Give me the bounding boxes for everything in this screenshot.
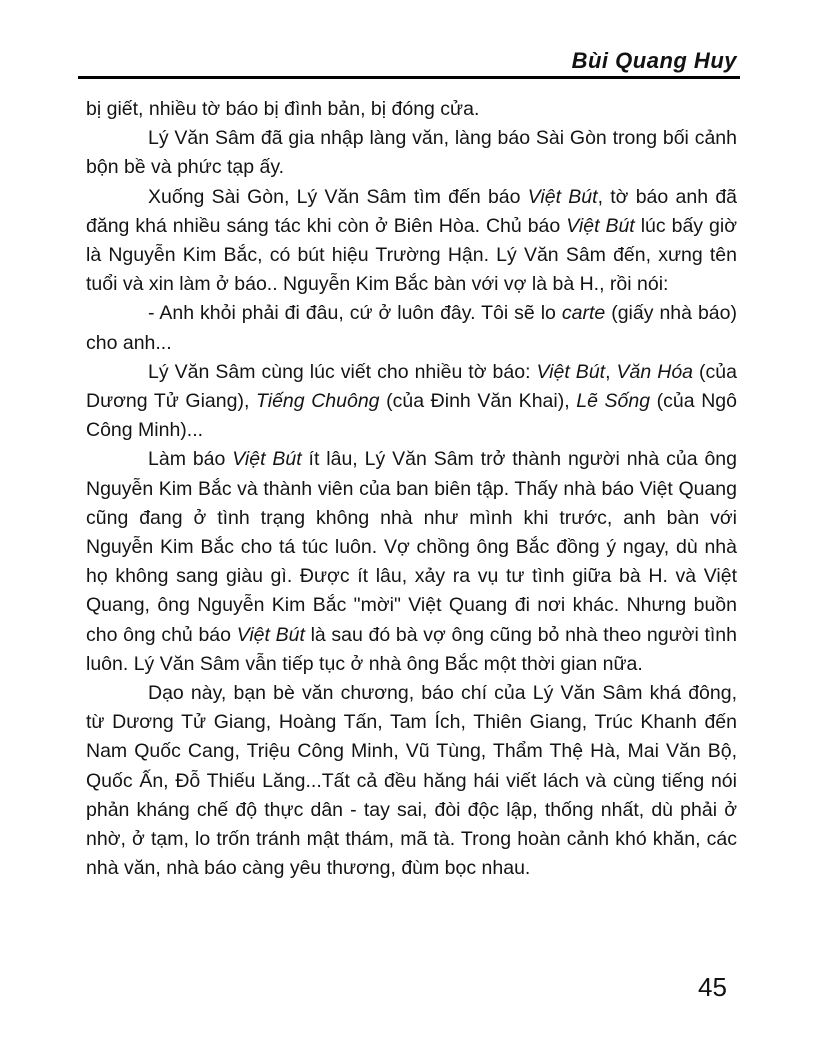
paragraph: [86, 445, 737, 679]
text-run: (của Đinh Văn Khai),: [379, 390, 577, 413]
text-run: (của Ngô Công Minh)...: [86, 390, 737, 442]
text-run: Xuống Sài Gòn, Lý Văn Sâm tìm đến báo: [148, 185, 528, 208]
italic-text-run: Việt Bút: [536, 360, 606, 383]
italic-text-run: Lẽ Sống: [576, 390, 651, 413]
paragraph: [86, 95, 737, 124]
text-run: Dạo này, bạn bè văn chương, báo chí của Lý Văn Sâm khá đông, từ Dương Tử Giang, Hoàng Tấn, Tam Ích, Thiên Giang, Trúc Khanh đến Nam Quốc Cang, Triệu Công Minh, Vũ Tùng, Thẩm Thệ Hà, Mai Văn Bộ, Quốc Ấn, Đỗ Thiếu Lăng...Tất cả đều hăng hái viết lách và cùng tiếng nói phản kháng chế độ thực dân - tay sai, đòi độc lập, thống nhất, dù phải ở nhờ, ở tạm, lo trốn tránh mật thám, mã tà. Trong hoàn cảnh khó khăn, các nhà văn, nhà báo càng yêu thương, đùm bọc nhau.: [86, 682, 737, 880]
text-run: , tờ báo anh đã đăng khá nhiều sáng tác khi còn ở Biên Hòa. Chủ báo: [86, 185, 738, 237]
text-run: lúc bấy giờ là Nguyễn Kim Bắc, có bút hiệu Trường Hận. Lý Văn Sâm đến, xưng tên tuổi và xin làm ở báo.. Nguyễn Kim Bắc bàn với vợ là bà H., rồi nói:: [86, 214, 737, 296]
text-run: - Anh khỏi phải đi đâu, cứ ở luôn đây. Tôi sẽ lo: [148, 302, 562, 325]
italic-text-run: Tiếng Chuông: [256, 390, 380, 413]
text-run: ít lâu, Lý Văn Sâm trở thành người nhà của ông Nguyễn Kim Bắc và thành viên của ban biên tập. Thấy nhà báo Việt Quang cũng đang ở tình trạng không nhà như mình khi trước, anh bàn với Nguyễn Kim Bắc cho tá túc luôn. Vợ chồng ông Bắc đồng ý ngay, dù nhà họ không sang giàu gì. Được ít lâu, xảy ra vụ tư tình giữa bà H. và Việt Quang, ông Nguyễn Kim Bắc "mời" Việt Quang đi nơi khác. Nhưng buồn cho ông chủ báo: [86, 448, 737, 646]
running-header-author: Bùi Quang Huy: [571, 48, 737, 73]
paragraph: [86, 124, 737, 182]
paragraph: [86, 299, 737, 357]
italic-text-run: carte: [561, 302, 606, 325]
italic-text-run: Việt Bút: [566, 214, 635, 237]
text-run: (giấy nhà báo) cho anh...: [86, 302, 737, 354]
italic-text-run: Văn Hóa: [616, 360, 694, 383]
text-run: Lý Văn Sâm đã gia nhập làng văn, làng báo Sài Gòn trong bối cảnh bộn bề và phức tạp ấy.: [86, 127, 737, 179]
italic-text-run: Việt Bút: [236, 623, 305, 646]
text-run: Lý Văn Sâm cùng lúc viết cho nhiều tờ báo:: [148, 360, 537, 383]
text-run: (của Dương Tử Giang),: [86, 360, 737, 413]
italic-text-run: Việt Bút: [527, 185, 598, 208]
text-run: ,: [605, 360, 617, 383]
italic-text-run: Việt Bút: [232, 448, 302, 471]
text-run: bị giết, nhiều tờ báo bị đình bản, bị đóng cửa.: [86, 98, 480, 120]
header-rule: [78, 76, 740, 79]
body-text: [86, 95, 737, 883]
paragraph: [86, 358, 737, 446]
paragraph: [86, 183, 737, 300]
text-run: là sau đó bà vợ ông cũng bỏ nhà theo người tình luôn. Lý Văn Sâm vẫn tiếp tục ở nhà ông Bắc một thời gian nữa.: [86, 623, 738, 675]
paragraph: [86, 679, 737, 883]
page-number: 45: [698, 972, 727, 1002]
text-run: Làm báo: [148, 448, 233, 471]
